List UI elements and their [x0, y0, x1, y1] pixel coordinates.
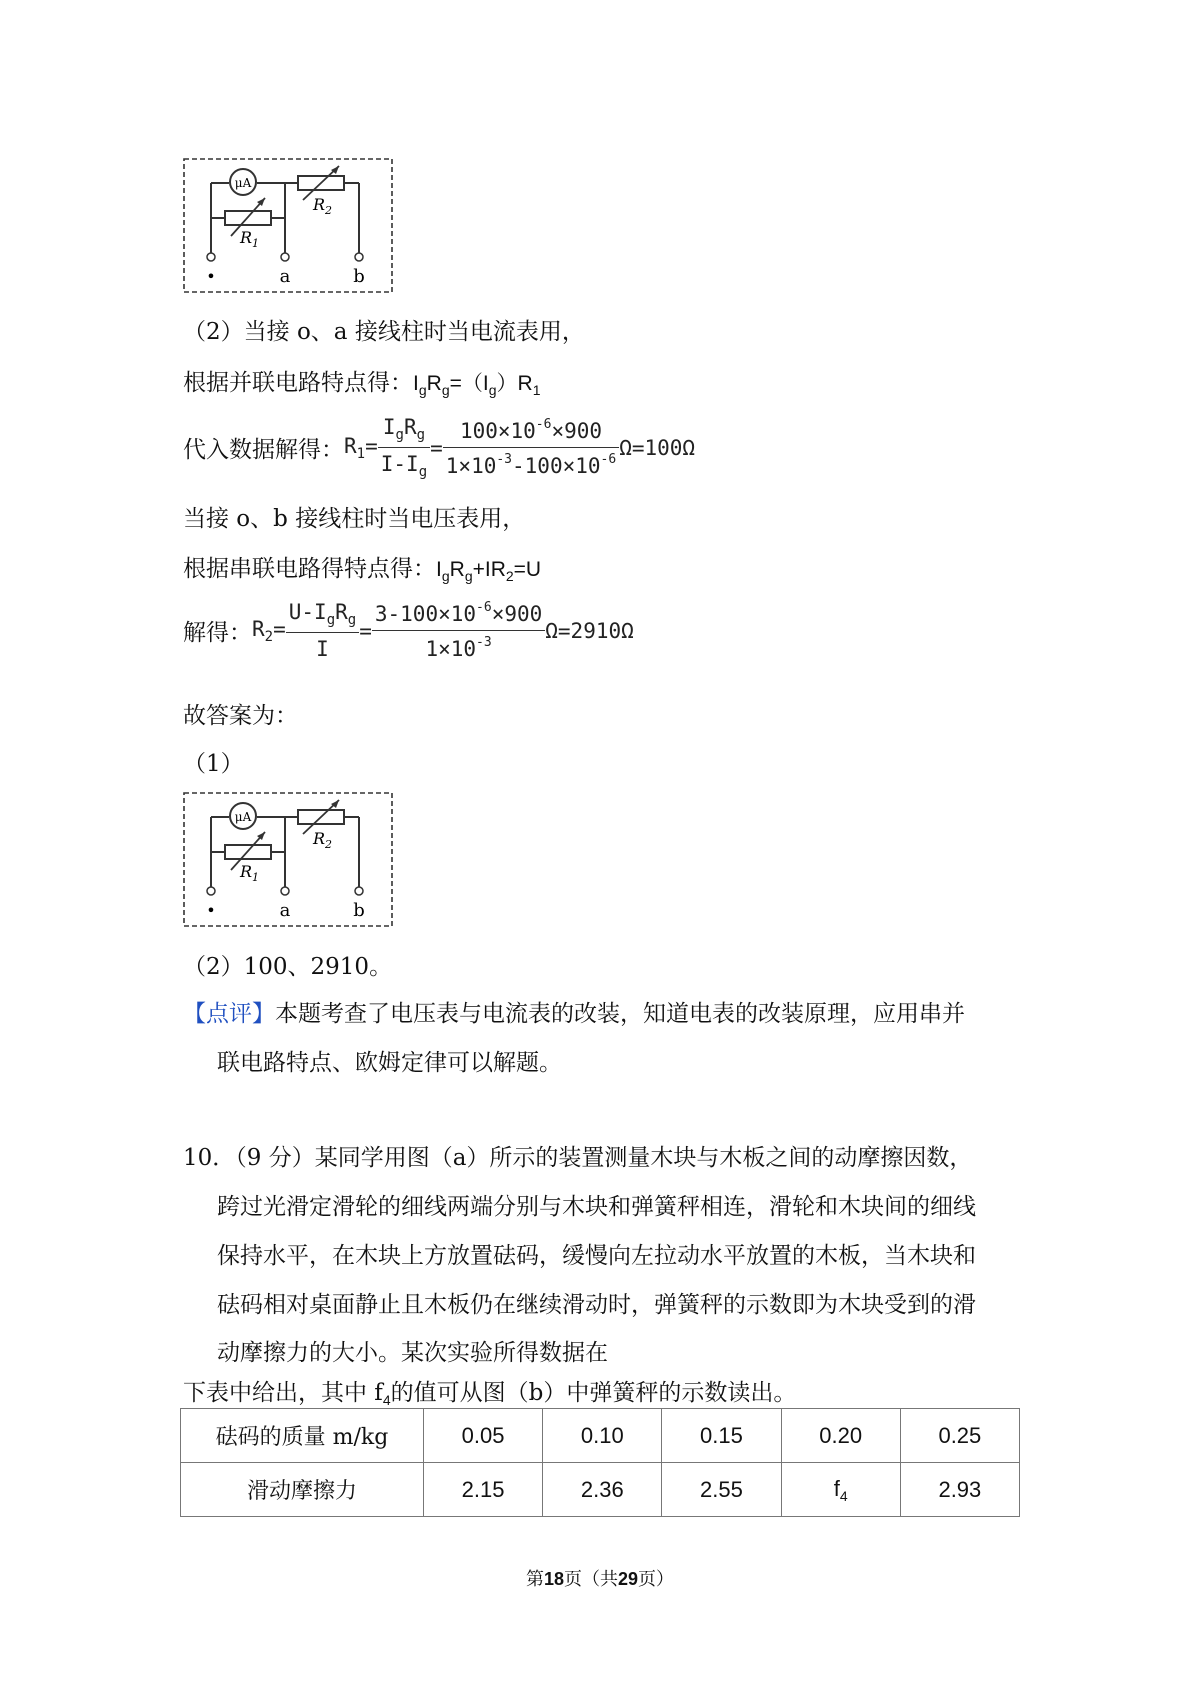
circuit-diagram-1 [183, 158, 393, 293]
svg-text:a: a [279, 266, 291, 287]
page-number: 18 [543, 1569, 564, 1589]
table-cell: 0.25 [900, 1409, 1019, 1463]
svg-text:R2: $R_2$ [313, 195, 333, 217]
table-row [181, 1463, 1020, 1517]
total-pages: 29 [618, 1569, 639, 1589]
comment-line2: 联电路特点、欧姆定律可以解题。 [217, 1050, 562, 1076]
svg-text:•: • [206, 901, 216, 920]
q10-line1: 10．（9 分）某同学用图（a）所示的装置测量木块与木板之间的动摩擦因数， [183, 1145, 973, 1171]
svg-text:R1: $R_1$ [240, 228, 260, 250]
table-header-mass: 砝码的质量 m/kg [181, 1409, 424, 1463]
table-cell: 0.10 [543, 1409, 662, 1463]
svg-text:b: b [353, 266, 365, 287]
comment-line1: 【点评】本题考查了电压表与电流表的改装，知道电表的改装原理，应用串并 [183, 1001, 965, 1027]
table-cell: 2.55 [662, 1463, 781, 1517]
table-cell: 0.20 [781, 1409, 900, 1463]
svg-text:R1: $R_1$ [240, 862, 260, 884]
table-cell: $f_4$ [781, 1463, 900, 1517]
voltage-intro: 当接 o、b 接线柱时当电压表用， [183, 506, 526, 532]
q10-line5: 动摩擦力的大小。某次实验所得数据在 [217, 1340, 608, 1366]
svg-text:μA: μA [234, 810, 252, 824]
table-cell: 2.93 [900, 1463, 1019, 1517]
table-cell: 0.05 [424, 1409, 543, 1463]
part2-intro: （2）当接 o、a 接线柱时当电流表用， [183, 319, 585, 345]
q10-line6: 下表中给出，其中 $f_4$的值可从图（b）中弹簧秤的示数读出。 [183, 1380, 797, 1408]
comment-tag: 【点评】 [183, 1001, 275, 1027]
table-row [181, 1409, 1020, 1463]
circuit-diagram-2 [183, 792, 393, 927]
answer-part2: （2）100、2910。 [183, 954, 393, 980]
table-cell: 2.15 [424, 1463, 543, 1517]
svg-text:a: a [279, 900, 291, 921]
svg-text:•: • [206, 267, 216, 286]
table-cell: 2.36 [543, 1463, 662, 1517]
q10-line2: 跨过光滑定滑轮的细线两端分别与木块和弹簧秤相连，滑轮和木块间的细线 [217, 1194, 976, 1220]
q10-line4: 砝码相对桌面静止且木板仍在继续滑动时，弹簧秤的示数即为木块受到的滑 [217, 1292, 976, 1318]
r1-equation: 代入数据解得： $R_1=$ $\frac{I_gR_g}{I-I_g}$ = $\frac{100\times 10^{-6}\times 900}{1\times 10^{-3}-100\times 10^{-6}}$ Ω=100Ω [183, 415, 696, 480]
svg-text:R2: $R_2$ [313, 829, 333, 851]
data-table [180, 1408, 1020, 1517]
ammeter-label: μA [234, 176, 252, 190]
r2-equation: 解得： $R_2=$ $\frac{U-I_gR_g}{I}$ = $\frac{3-100\times 10^{-6}\times 900}{1\times 10^{-3}}$ Ω=2910Ω [183, 600, 634, 661]
table-header-friction: 滑动摩擦力 [181, 1463, 424, 1517]
page-footer: 第18页（共29页） [525, 1569, 675, 1590]
series-rule: 根据串联电路得特点得：$I_gR_g+IR_2=U$ [183, 556, 542, 584]
svg-text:b: b [353, 900, 365, 921]
parallel-rule: 根据并联电路特点得：$I_gR_g=(I_g)R_1$ [183, 370, 541, 398]
answer-part1: （1） [183, 751, 244, 777]
q10-line3: 保持水平，在木块上方放置砝码，缓慢向左拉动水平放置的木板，当木块和 [217, 1243, 976, 1269]
table-cell: 0.15 [662, 1409, 781, 1463]
answer-intro: 故答案为： [183, 703, 298, 729]
